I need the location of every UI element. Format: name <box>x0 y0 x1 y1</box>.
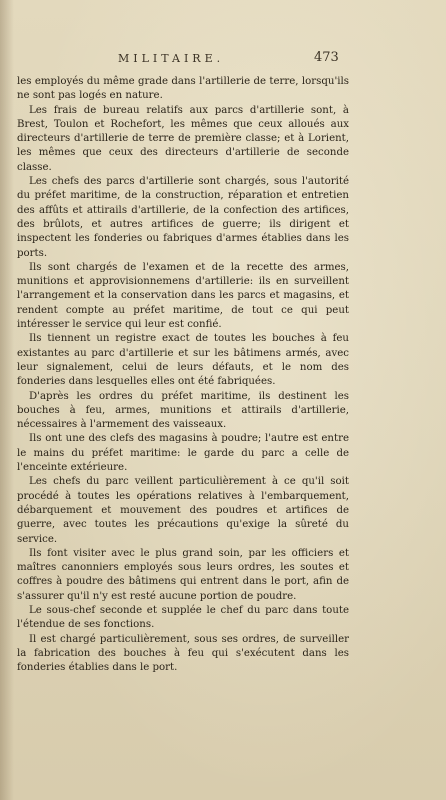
paragraph-9: Ils font visiter avec le plus grand soin, par les officiers et maîtres canonniers employés sous leurs ordres, les soutes et coffres à poudre des bâtimens qui entrent dans le port, afin de s'assurer qu'il n'y est resté aucune portion de poudre. <box>17 547 349 602</box>
running-title: MILITAIRE. <box>118 52 225 65</box>
paragraph-10: Le sous-chef seconde et supplée le chef du parc dans toute l'étendue de ses fonctions. <box>17 604 349 631</box>
paragraph-2: Les frais de bureau relatifs aux parcs d'artillerie sont, à Brest, Toulon et Rochefort, les mêmes que ceux alloués aux directeurs d'artillerie de terre de première classe; et à Lorient, les mêmes que ceux des directeurs d'artillerie de seconde classe. <box>17 104 349 173</box>
paragraph-8: Les chefs du parc veillent particulièrement à ce qu'il soit procédé à toutes les opérations relatives à l'embarquement, débarquement et mouvement des poudres et artifices de guerre, avec toutes les précautions qu'exige la sûreté du service. <box>17 476 349 545</box>
paragraph-4: Ils sont chargés de l'examen et de la recette des armes, munitions et approvisionnemens d'artillerie: ils en surveillent l'arrangement et la conservation dans les parcs et magasins, et rendent compte au préfet maritime, de tout ce qui peut intéresser le service qui leur est confié. <box>17 261 349 331</box>
page-gutter-shadow <box>0 0 14 800</box>
body-text <box>17 75 349 675</box>
page-header <box>0 50 446 70</box>
paragraph-11: Il est chargé particulièrement, sous ses ordres, de surveiller la fabrication des bouches à feu qui s'exécutent dans les fonderies établies dans le port. <box>17 633 349 674</box>
paragraph-3: Les chefs des parcs d'artillerie sont chargés, sous l'autorité du préfet maritime, de la construction, réparation et entretien des affûts et attirails d'artillerie, de la confection des artifices, des brûlots, et autres artifices de guerre; ils dirigent et inspectent les fonderies ou fabriques d'armes établies dans les ports. <box>17 176 349 259</box>
paragraph-6: D'après les ordres du préfet maritime, ils destinent les bouches à feu, armes, munitions et attirails d'artillerie, nécessaires à l'armement des vaisseaux. <box>17 390 349 431</box>
paragraph-5: Ils tiennent un registre exact de toutes les bouches à feu existantes au parc d'artillerie et sur les bâtimens armés, avec leur signalement, celui de leurs défauts, et le nom des fonderies dans lesquelles elles ont été fabriquées. <box>17 333 349 388</box>
page-number: 473 <box>314 50 339 65</box>
paragraph-1: les employés du même grade dans l'artillerie de terre, lorsqu'ils ne sont pas logés en nature. <box>17 76 349 102</box>
paragraph-7: Ils ont une des clefs des magasins à poudre; l'autre est entre le mains du préfet maritime: le garde du parc a celle de l'enceinte extérieure. <box>17 433 349 474</box>
